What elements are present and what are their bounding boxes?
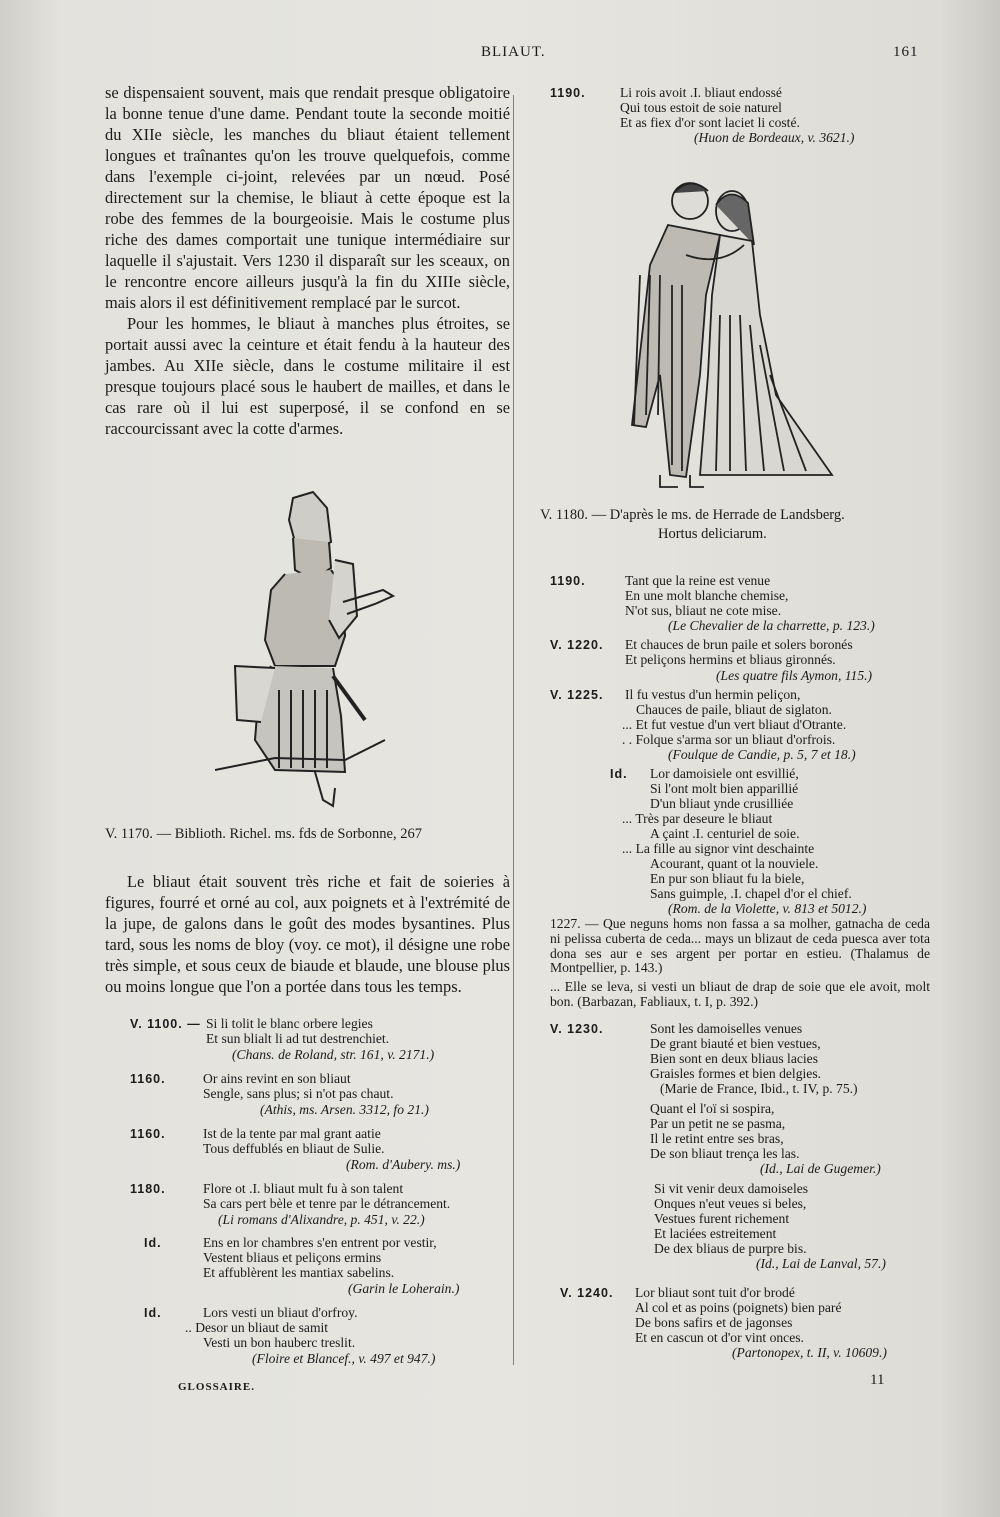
quote-1100 [130,1017,510,1065]
quote-line: Graisles formes et bien delgies. [650,1066,822,1081]
quote-line: A çaint .I. centuriel de soie. [650,826,800,841]
quote-line: Et en cascun ot d'or vint onces. [635,1330,804,1345]
quote-line: Vestues furent richement [654,1211,790,1226]
quote-line: Par un petit ne se pasma, [650,1116,786,1131]
running-title: BLIAUT. [481,44,546,60]
quote-date: 1160. [130,1127,166,1141]
quote-line: D'un bliaut ynde crusilliée [650,796,794,811]
quote-date: V. 1225. [550,688,604,702]
quote-source: (Id., Lai de Gugemer.) [760,1161,881,1176]
quote-line: Si l'ont molt bien apparillié [650,781,799,796]
paragraph-bliaut-women: se dispensaient souvent, mais que rendait presque obligatoire la bonne tenue d'une dame. Pendant toute la seconde moitié du XIIe siècle, les manches du bliaut étaient tellement longues et traînantes qu'on les trouve quelquefois, comme dans l'exemple ci-joint, relevées par un nœud. Posé directement sur la chemise, le bliaut à cette époque est la robe des femmes de la bourgeoisie. Mais le costume plus riche des dames comportait une tunique intermédiaire sur laquelle il s'ajustait. Vers 1230 il disparaît sur les sceaux, on le rencontre encore ailleurs jusqu'à la fin du XIIIe siècle, mais alors il est définitivement remplacé par le surcot. [105,83,510,312]
couple-figure-subcaption: Hortus deliciarum. [658,526,767,542]
quote-1240-partonopex [560,1286,935,1364]
quote-line: De son bliaut trença les las. [650,1146,800,1161]
quote-source: (Chans. de Roland, str. 161, v. 2171.) [232,1047,435,1062]
quote-line: Lors vesti un bliaut d'orfroy. [203,1305,358,1320]
quote-lanval [550,1182,930,1274]
quote-line: Et chauces de brun paile et solers boronés [625,637,853,652]
quote-date: 1190. [550,574,586,588]
couple-illustration [620,175,840,490]
quote-line: Et affublèrent les mantiax sabelins. [203,1265,395,1280]
quote-date: V. 1230. [550,1022,604,1036]
quote-1160-athis [130,1072,510,1120]
quote-line: ... La fille au signor vint deschainte [622,841,815,856]
quote-source: (Rom. de la Violette, v. 813 et 5012.) [668,901,867,916]
quote-line: Li rois avoit .I. bliaut endossé [620,85,782,100]
column-rule [513,95,514,1365]
quote-line: Il le retint entre ses bras, [650,1131,784,1146]
quote-source: (Partonopex, t. II, v. 10609.) [732,1345,887,1360]
left-column-main [105,871,510,997]
quote-line: Qui tous estoit de soie naturel [620,100,782,115]
quote-1190-charrette [550,574,930,638]
quote-line: Et peliçons hermins et bliaus gironnés. [625,652,836,667]
quote-line: . . Folque s'arma sor un bliaut d'orfrois. [622,732,836,747]
quote-line: Sengle, sans plus; si n'ot pas chaut. [203,1086,394,1101]
quote-line: ... Très par deseure le bliaut [622,811,773,826]
quote-line: Lor damoisiele ont esvillié, [650,766,799,781]
quote-line: Ist de la tente par mal grant aatie [203,1126,381,1141]
quote-date: Id. [144,1306,162,1320]
quote-line: Quant el l'oï si sospira, [650,1101,775,1116]
quote-guigemar [550,1102,930,1180]
quote-violette [550,767,930,917]
quote-1190-huon [550,86,930,148]
quote-line: Vesti un bon hauberc treslit. [203,1335,356,1350]
quote-line: Flore ot .I. bliaut mult fu à son talent [203,1181,404,1196]
quote-date: 1190. [550,86,586,100]
quote-line: En une molt blanche chemise, [625,588,789,603]
quote-source: (Les quatre fils Aymon, 115.) [716,668,873,683]
quote-line: Al col et as poins (poignets) bien paré [635,1300,842,1315]
quote-source: (Li romans d'Alixandre, p. 451, v. 22.) [218,1212,425,1227]
quote-line: Chauces de paile, bliaut de siglaton. [636,702,832,717]
quote-date: V. 1220. [550,638,604,652]
quote-line: Ens en lor chambres s'en entrent por vestir, [203,1235,437,1250]
paragraph-thalamus: 1227. — Que neguns homs non fassa a sa molher, gatnacha de ceda ni pelissa cuberta de ceda... mays un blizaut de ceda puesca aver tota dona ses aur e ses argent per portar en estieu. (Thalamus de Montpellier, p. 143.) [550,916,930,976]
quote-line: Acourant, quant ot la nouviele. [650,856,819,871]
page-number: 161 [893,44,919,60]
quote-line: De grant biauté et bien vestues, [650,1036,821,1051]
left-column-intro [105,82,510,439]
quote-line: Tous deffublés en bliaut de Sulie. [203,1141,385,1156]
signature-number: 11 [870,1372,885,1388]
knight-figure-caption: V. 1170. — Biblioth. Richel. ms. fds de Sorbonne, 267 [105,826,422,842]
quote-line: Sa cars pert bèle et tenre par le détrancement. [203,1196,451,1211]
quote-line: Tant que la reine est venue [625,573,771,588]
quote-line: Lor bliaut sont tuit d'or brodé [635,1285,795,1300]
quote-line: Onques n'eut veues si beles, [654,1196,807,1211]
quote-1230-marie [550,1022,930,1100]
quote-date: V. 1100. — [130,1017,201,1031]
quote-date: 1180. [130,1182,166,1196]
quote-line: Bien sont en deux bliaus lacies [650,1051,818,1066]
quote-line: Sans guimple, .I. chapel d'or el chief. [650,886,852,901]
quote-1220-aymon [550,638,930,686]
quote-source: (Rom. d'Aubery. ms.) [346,1157,461,1172]
footer-signature-glossaire: GLOSSAIRE. [178,1381,255,1393]
quote-date: 1160. [130,1072,166,1086]
quote-1160-aubery [130,1127,510,1175]
quote-line: De bons safirs et de jagonses [635,1315,793,1330]
quote-source: (Le Chevalier de la charrette, p. 123.) [668,618,875,633]
quote-line: ... Et fut vestue d'un vert bliaut d'Otrante. [622,717,847,732]
quote-source: (Floire et Blancef., v. 497 et 947.) [252,1351,436,1366]
quote-line: Or ains revint en son bliaut [203,1071,351,1086]
quote-garin [130,1236,510,1298]
quote-1180-alixandre [130,1182,510,1230]
quote-source: (Athis, ms. Arsen. 3312, fo 21.) [260,1102,429,1117]
quote-line: Et laciées estreitement [654,1226,777,1241]
quote-source: (Garin le Loherain.) [348,1281,460,1296]
quote-line: Vestent bliaus et peliçons ermins [203,1250,382,1265]
quote-line: .. Desor un bliaut de samit [185,1320,329,1335]
quote-line: En pur son bliaut fu la biele, [650,871,805,886]
quote-line: Il fu vestus d'un hermin peliçon, [625,687,801,702]
quote-line: Si vit venir deux damoiseles [654,1181,809,1196]
quote-source: (Huon de Bordeaux, v. 3621.) [694,130,855,145]
paragraph-barbazan: ... Elle se leva, si vesti un bliaut de drap de soie que ele avoit, molt bon. (Barbazan, Fabliaux, t. I, p. 392.) [550,979,930,1009]
paragraph-bliaut-rich: Le bliaut était souvent très riche et fait de soieries à figures, fourré et orné au col, aux poignets et à l'extrémité de la jupe, de galons dans le goût des modes bysantines. Plus tard, sous les noms de bloy (voy. ce mot), il désigne une robe très simple, et sous ceux de biaude et blaude, une blouse plus ou moins longue que l'on a portée dans tous les temps. [105,872,510,996]
quote-line: Si li tolit le blanc orbere legies [206,1016,373,1031]
quote-line: Et sun blialt li ad tut destrenchiet. [206,1031,390,1046]
quote-source: (Foulque de Candie, p. 5, 7 et 18.) [668,747,856,762]
quote-source: (Marie de France, Ibid., t. IV, p. 75.) [660,1081,858,1096]
quote-date: V. 1240. [560,1286,614,1300]
quote-line: Et as fiex d'or sont laciet li costé. [620,115,800,130]
quote-1225-foulque [550,688,930,766]
quote-source: (Id., Lai de Lanval, 57.) [756,1256,886,1271]
knight-illustration [215,490,405,810]
quote-date: Id. [610,767,628,781]
quote-line: De dex bliaus de purpre bis. [654,1241,807,1256]
quote-date: Id. [144,1236,162,1250]
couple-figure-caption: V. 1180. — D'après le ms. de Herrade de Landsberg. [540,507,845,523]
quote-line: Sont les damoiselles venues [650,1021,803,1036]
quote-line: N'ot sus, bliaut ne cote mise. [625,603,782,618]
quote-floire [130,1306,510,1368]
paragraph-bliaut-men: Pour les hommes, le bliaut à manches plus étroites, se portait aussi avec la ceinture et était fendu à la hauteur des jambes. Au XIIe siècle, dans le costume militaire il est presque toujours placé sous le haubert de mailles, et dans le cas rare où il lui est superposé, il se confond en se raccourcissant avec la cotte d'armes. [105,314,510,438]
